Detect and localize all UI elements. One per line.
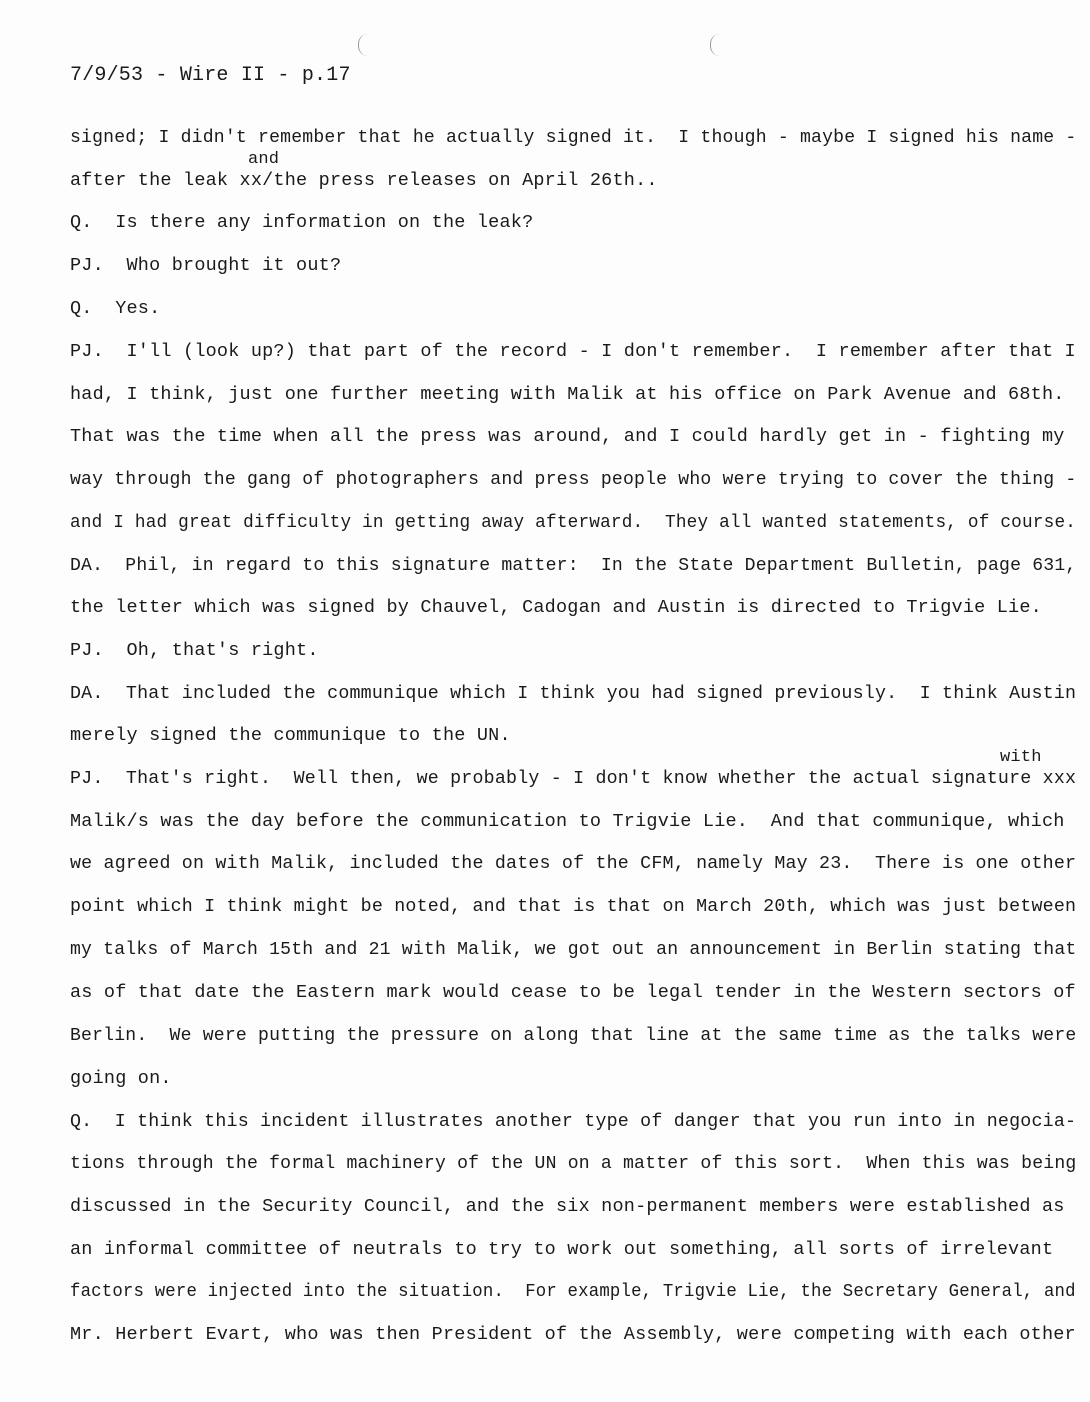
text-line-8: That was the time when all the press was around, and I could hardly get in - fighting my [70, 426, 1065, 447]
text-line-24: Q. I think this incident illustrates another type of danger that you run into in negocia- [70, 1111, 1077, 1132]
text-line-5: Q. Yes. [70, 298, 161, 319]
text-line-11: DA. Phil, in regard to this signature matter: In the State Department Bulletin, page 631, [70, 555, 1077, 576]
text-line-6: PJ. I'll (look up?) that part of the record - I don't remember. I remember after that I [70, 341, 1076, 362]
hole-punch-mark-right [710, 34, 721, 56]
text-line-17: Malik/s was the day before the communication to Trigvie Lie. And that communique, which [70, 811, 1065, 832]
text-line-20: my talks of March 15th and 21 with Malik, we got out an announcement in Berlin stating that [70, 939, 1077, 960]
text-line-12: the letter which was signed by Chauvel, Cadogan and Austin is directed to Trigvie Lie. [70, 597, 1042, 618]
text-line-29: Mr. Herbert Evart, who was then President of the Assembly, were competing with each other [70, 1324, 1076, 1345]
text-line-7: had, I think, just one further meeting with Malik at his office on Park Avenue and 68th. [70, 384, 1065, 405]
text-line-18: we agreed on with Malik, included the dates of the CFM, namely May 23. There is one other [70, 853, 1077, 874]
text-line-26: discussed in the Security Council, and the six non-permanent members were established as [70, 1196, 1065, 1217]
page-header: 7/9/53 - Wire II - p.17 [70, 64, 351, 87]
text-line-13: PJ. Oh, that's right. [70, 640, 319, 661]
text-line-23: going on. [70, 1068, 172, 1089]
insertion-and: and [248, 150, 280, 169]
text-line-28: factors were injected into the situation. For example, Trigvie Lie, the Secretary General, and [70, 1281, 1076, 1302]
text-line-9: way through the gang of photographers and press people who were trying to cover the thing - [70, 469, 1077, 490]
text-line-25: tions through the formal machinery of the UN on a matter of this sort. When this was being [70, 1153, 1077, 1174]
text-line-4: PJ. Who brought it out? [70, 255, 342, 276]
text-line-21: as of that date the Eastern mark would cease to be legal tender in the Western sectors of [70, 982, 1076, 1003]
text-line-27: an informal committee of neutrals to try to work out something, all sorts of irrelevant [70, 1239, 1054, 1260]
text-line-16: PJ. That's right. Well then, we probably - I don't know whether the actual signature xxx [70, 768, 1077, 789]
text-line-22: Berlin. We were putting the pressure on along that line at the same time as the talks were [70, 1025, 1077, 1046]
hole-punch-mark-left [358, 34, 369, 56]
text-line-1: signed; I didn't remember that he actually signed it. I though - maybe I signed his name - [70, 127, 1077, 148]
text-line-14: DA. That included the communique which I think you had signed previously. I think Austin [70, 683, 1077, 704]
text-line-15: merely signed the communique to the UN. [70, 725, 511, 746]
text-line-2: after the leak xx/the press releases on April 26th.. [70, 170, 658, 191]
text-line-3: Q. Is there any information on the leak? [70, 212, 534, 233]
text-line-19: point which I think might be noted, and that is that on March 20th, which was just between [70, 896, 1077, 917]
text-line-10: and I had great difficulty in getting away afterward. They all wanted statements, of course. [70, 512, 1077, 533]
insertion-with: with [1000, 748, 1042, 767]
